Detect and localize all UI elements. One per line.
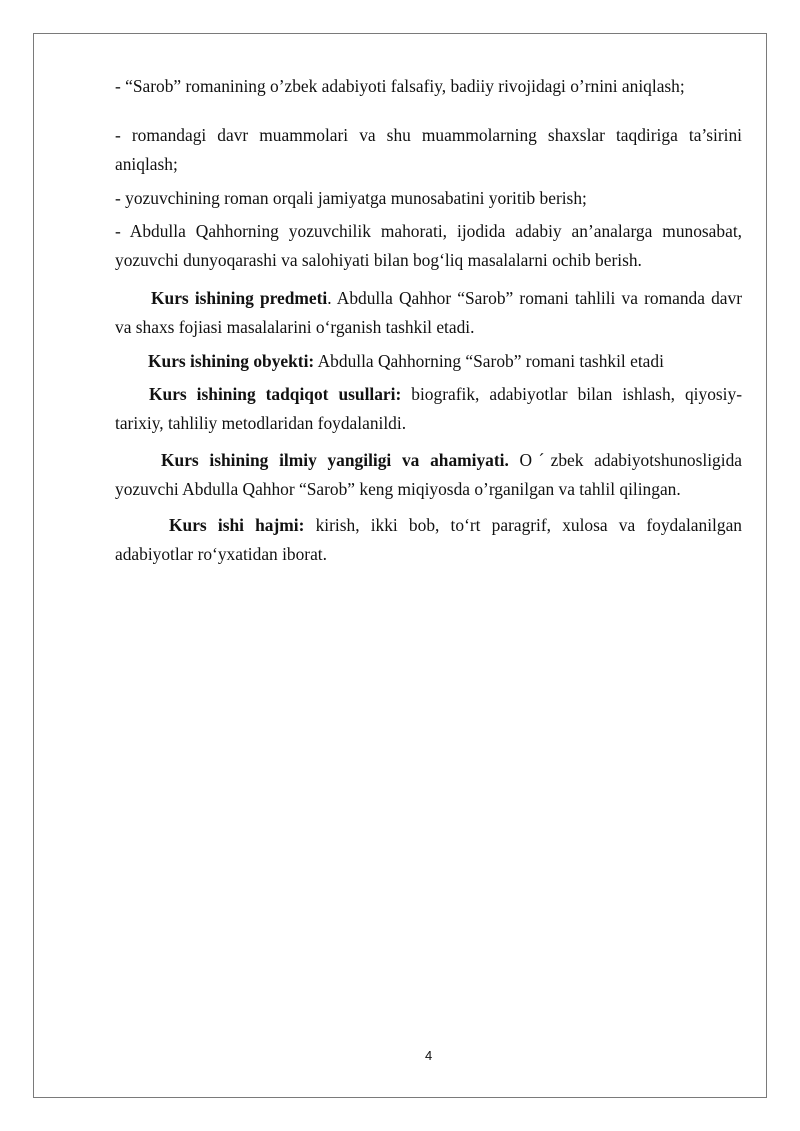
subject-text: . Abdulla Qahhor “Sarob” romani tahlili va romanda davr va shaxs fojiasi masalalarini o‘rganish tashkil etadi. (115, 288, 742, 337)
novelty-text: Oˊzbek adabiyotshunosligida yozuvchi Abdulla Qahhor “Sarob” keng miqiyosda o’rganilgan va tahlil qilingan. (115, 450, 742, 499)
object-text: Abdulla Qahhorning “Sarob” romani tashkil etadi (314, 351, 664, 371)
methods-paragraph (115, 380, 742, 437)
subject-label: Kurs ishining predmeti (151, 288, 328, 308)
methods-text: biografik, adabiyotlar bilan ishlash, qiyosiy-tarixiy, tahliliy metodlaridan foydalanildi. (115, 384, 742, 433)
goal-item-3: - yozuvchining roman orqali jamiyatga munosabatini yoritib berish; (115, 188, 587, 208)
methods-label: Kurs ishining tadqiqot usullari: (149, 384, 402, 404)
subject-paragraph (115, 284, 742, 341)
novelty-paragraph (115, 446, 742, 503)
goal-item-1: - “Sarob” romanining o’zbek adabiyoti falsafiy, badiiy rivojidagi o’rnini aniqlash; (115, 76, 685, 96)
goal-item-2: - romandagi davr muammolari va shu muammolarning shaxslar taqdiriga ta’sirini aniqlash; (115, 125, 742, 174)
volume-paragraph (115, 511, 742, 568)
page-number: 4 (425, 1048, 433, 1063)
volume-label: Kurs ishi hajmi: (169, 515, 305, 535)
volume-text: kirish, ikki bob, to‘rt paragrif, xulosa va foydalanilgan adabiyotlar ro‘yxatidan iborat. (115, 515, 742, 564)
goal-item-4: - Abdulla Qahhorning yozuvchilik mahorati, ijodida adabiy an’analarga munosabat, yozuvchi dunyoqarashi va salohiyati bilan bog‘liq masalalarni ochib berish. (115, 221, 742, 270)
object-paragraph (115, 347, 742, 376)
object-label: Kurs ishining obyekti: (148, 351, 315, 371)
novelty-label: Kurs ishining ilmiy yangiligi va ahamiyati. (161, 450, 509, 470)
